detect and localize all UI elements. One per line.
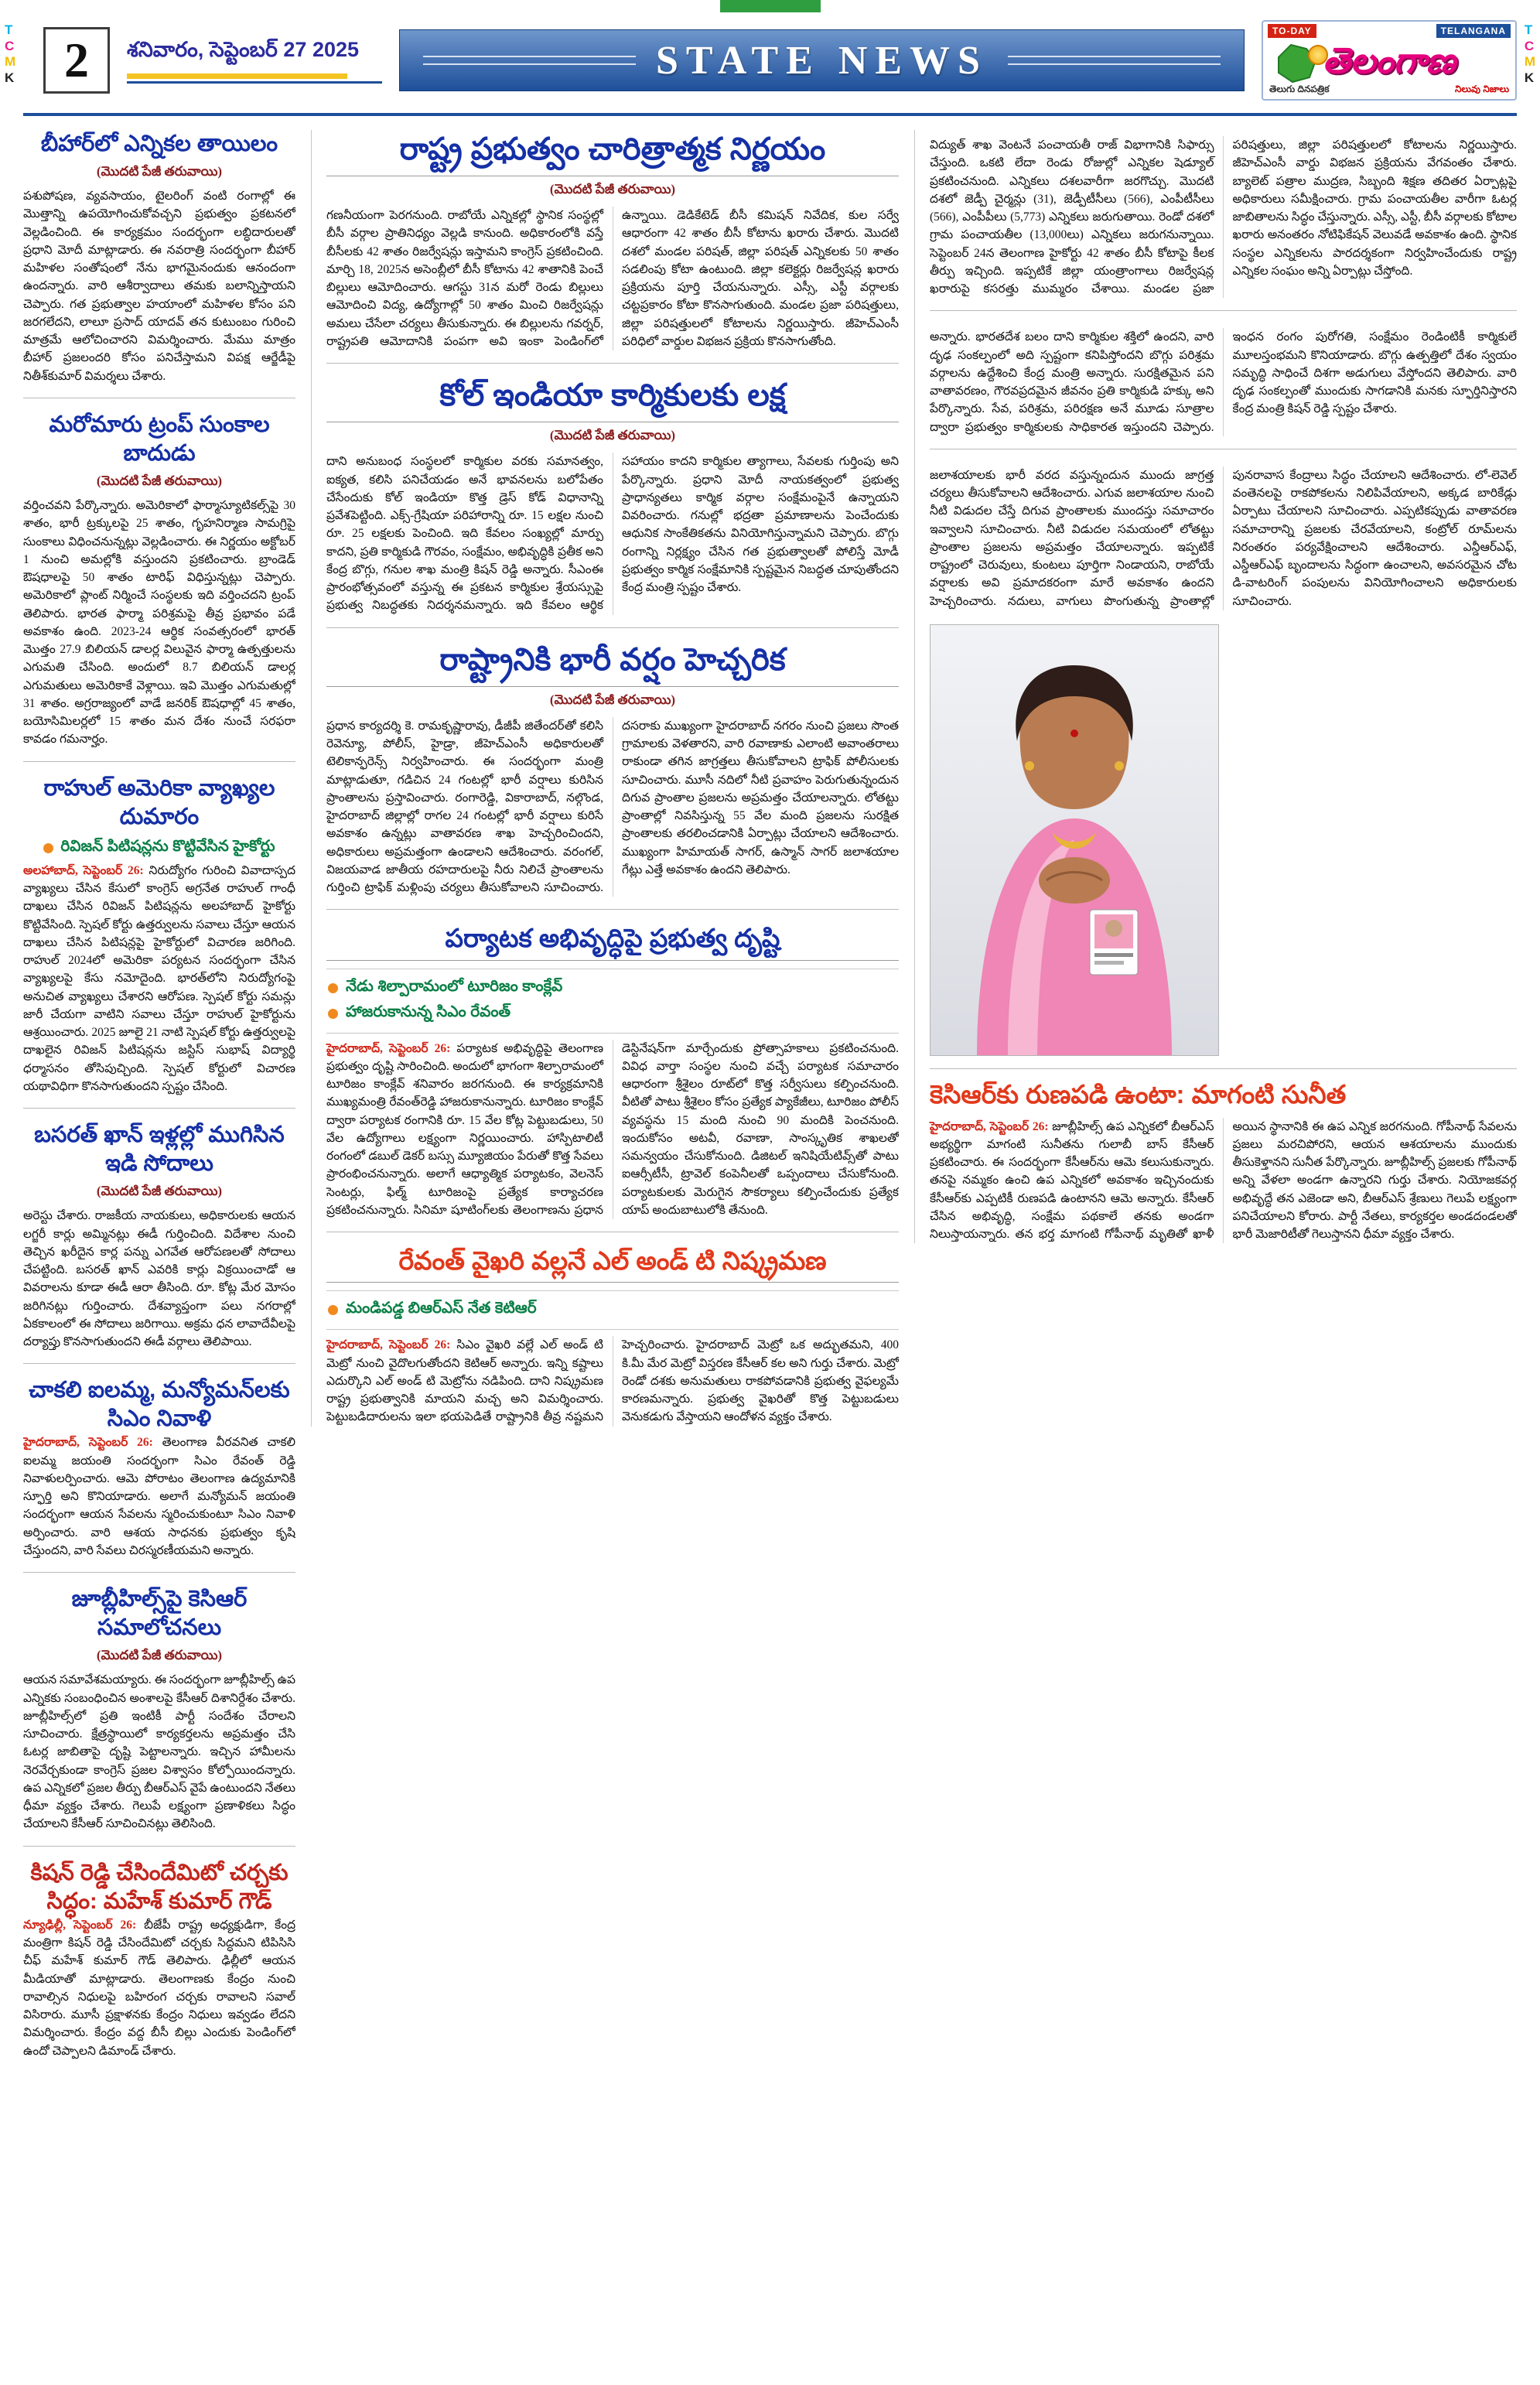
dateline: హైదరాబాద్, సెప్టెంబర్ 26: <box>326 1338 451 1352</box>
article-subhead <box>23 838 295 859</box>
article-headline: బసరత్ ఖాన్ ఇళ్లల్లో ముగిసిన ఇడి సోదాలు <box>34 1122 285 1177</box>
article-kishan-reddy-debate <box>23 1846 295 2060</box>
continuation-body: జలాశయాలకు భారీ వరద వస్తున్నందున ముందు జాగ్రత్త చర్యలు తీసుకోవాలని ఆదేశించారు. ఎగువ జలాశయాల నుంచి నీటి విడుదల చేస్తే దిగువ ప్రాంతాలకు ముందస్తు సమాచారం ఇవ్వాలని సూచించారు. నీటి విడుదల సమయంలో లోతట్టు ప్రాంతాల ప్రజలను అప్రమత్తం చేయాలన్నారు. ఇప్పటికే రాష్ట్రంలో చెరువులు, కుంటలు పూర్తిగా నిండాయని, రాబోయే వర్షాలకు అవి ప్రమాదకరంగా మారే అవకాశం ఉందని హెచ్చరించారు. నదులు, వాగులు పొంగుతున్న ప్రాంతాల్లో పునరావాస కేంద్రాలు సిద్ధం చేయాలని ఆదేశించారు. లో-లెవెల్ వంతెనలపై రాకపోకలను నిలిపివేయాలని, అక్కడ బారికేడ్లు ఏర్పాటు చేయాలని సూచించారు. ఎప్పటికప్పుడు వాతావరణ సమాచారాన్ని ప్రజలకు చేరవేయాలని, కంట్రోల్ రూమ్‌లను నిరంతరం పర్యవేక్షించాలని ఆదేశించారు. ఎన్డీఆర్ఎఫ్, ఎస్డీఆర్ఎఫ్ బృందాలను సిద్ధంగా ఉంచాలని, అవసరమైన చోట డి-వాటరింగ్ పంపులను వినియోగించాలని అధికారులకు సూచించారు. <box>930 468 1517 608</box>
masthead-today-tab: TO-DAY <box>1268 24 1316 38</box>
page-content <box>0 116 1540 2079</box>
article-body <box>930 1118 1517 1244</box>
politician-photo <box>930 624 1219 1056</box>
bullet-icon <box>43 843 53 853</box>
continued-from-label: (మొదటి పేజీ తరువాయి) <box>96 1184 223 1199</box>
middle-columns <box>311 130 899 1427</box>
article-bihar-elections <box>23 130 295 385</box>
continuation-panchayat-elections <box>930 136 1517 298</box>
page-header <box>0 0 1540 110</box>
subhead-text: మండిపడ్డ బిఆర్ఎస్ నేత కెటిఆర్ <box>346 1300 537 1317</box>
photo-block <box>930 624 1517 1056</box>
banner-ornament-line <box>1008 56 1221 65</box>
newspaper-masthead <box>1262 20 1517 101</box>
continuation-body: విద్యుత్ శాఖ వెంటనే పంచాయతీ రాజ్ విభాగానికి సిఫార్సు చేస్తుంది. ఒకటి లేదా రెండు రోజుల్లో ఎన్నికల షెడ్యూల్ ప్రకటించనుంది. ఎన్నికలు దశలవారీగా జరగొచ్చు. మొదటి దశలో జెడ్పీ చైర్మన్లు (31), జెడ్పీటీసీలు (566), ఎంపీటీసీలు (566), ఎంపీపీలు (5,773) ఎన్నికలు జరుగుతాయి. రెండో దశలో గ్రామ పంచాయతీల (13,000లు) ఎన్నికలు జరుగనున్నాయి. సెప్టెంబర్ 24న తెలంగాణ హైకోర్టు 42 శాతం బీసీ కోటాపై కీలక తీర్పు ఇచ్చింది. ఇప్పటికే జిల్లా యంత్రాంగాలు రిజర్వేషన్ల ఖరారుపై కసరత్తు ముమ్మరం చేశాయి. మండల ప్రజా పరిషత్తులు, జిల్లా పరిషత్తులలో కోటాలను నిర్ణయిస్తారు. జీహెచ్ఎంసీ వార్డు విభజన ప్రక్రియను వేగవంతం చేశారు. బ్యాలెట్ పత్రాల ముద్రణ, సిబ్బంది శిక్షణ తదితర ఏర్పాట్లపై అధికారులు సమీక్షించారు. గ్రామ పంచాయతీల వారీగా ఓటర్ల జాబితాలను సిద్ధం చేస్తున్నారు. ఎస్సీ, ఎస్టీ, బీసీ వర్గాలకు కోటాల ఖరారు అనంతరం నోటిఫికేషన్ వెలువడే అవకాశం ఉంది. స్థానిక సంస్థల ఎన్నికలను పారదర్శకంగా నిర్వహించేందుకు రాష్ట్ర ఎన్నికల సంఘం అన్ని ఏర్పాట్లు చేస్తోంది. <box>930 138 1517 296</box>
article-cm-tribute <box>23 1363 295 1560</box>
right-columns <box>914 130 1517 1243</box>
article-subheads <box>326 1290 899 1330</box>
article-body <box>326 1336 899 1426</box>
page-date: శనివారం, సెప్టెంబర్ 27 2025 <box>127 37 360 61</box>
masthead-tagline-left: తెలుగు దినపత్రిక <box>1269 84 1330 94</box>
bullet-icon <box>328 1009 338 1019</box>
article-headline: రాష్ట్రానికి భారీ వర్షం హెచ్చరిక <box>326 641 899 687</box>
body-text: బీజేపీ రాష్ట్ర అధ్యక్షుడిగా, కేంద్ర మంత్రిగా కిషన్ రెడ్డి చేసిందేమిటో చర్చకు సిద్ధమని టిపిసిసి చీఫ్ మహేశ్ కుమార్ గౌడ్ తెలిపారు. ఢిల్లీలో ఆయన మీడియాతో మాట్లాడారు. తెలంగాణకు కేంద్రం నుంచి రావాల్సిన నిధులపై బహిరంగ చర్చకు రావాలని సవాల్ విసిరారు. మూసీ ప్రక్షాళనకు కేంద్రం నిధులు ఇవ్వడం లేదని విమర్శించారు. కేంద్రం వద్ద బీసీ బిల్లు ఎందుకు పెండింగ్‌లో ఉందో చెప్పాలని డిమాండ్ చేశారు. <box>23 1918 295 2058</box>
article-body: గణనీయంగా పెరగనుంది. రాబోయే ఎన్నికల్లో స్థానిక సంస్థల్లో బీసీ వర్గాల ప్రాతినిధ్యం వెల్లడి కానుంది. అధికారంలోకి వస్తే బీసీలకు 42 శాతం రిజర్వేషన్లు ఇస్తామని కాంగ్రెస్ ప్రకటించింది. మార్చి 18, 2025న అసెంబ్లీలో బీసీ కోటాను 42 శాతానికి పెంచే బిల్లులు ఆమోదించారు. ఆగస్టు 31న మరో రెండు బిల్లులు ఆమోదించి విద్య, ఉద్యోగాల్లో 50 శాతం మించి రిజర్వేషన్లు అమలు చేసేలా చర్యలు తీసుకున్నారు. ఈ బిల్లులను గవర్నర్, రాష్ట్రపతి ఆమోదానికి పంపగా అవి ఇంకా పెండింగ్‌లో ఉన్నాయి. డెడికేటెడ్ బీసీ కమిషన్ నివేదిక, కుల సర్వే ఆధారంగా 42 శాతం బీసీ కోటాను ఖరారు చేశారు. మొదటి దశలో మండల పరిషత్, జిల్లా పరిషత్ ఎన్నికలకు 50 శాతం సడలింపు కోటా ఉంటుంది. జిల్లా కలెక్టర్లు రిజర్వేషన్ల ఖరారు ప్రక్రియను పూర్తి చేయనున్నారు. ఎస్సీ, ఎస్టీ వర్గాలకు చట్టప్రకారం కోటా కొనసాగుతుంది. మండల ప్రజా పరిషత్తులు, జిల్లా పరిషత్తులలో కోటాలను నిర్ణయిస్తారు. జీహెచ్ఎంసీ పరిధిలో వార్డుల విభజన ప్రక్రియ కొనసాగుతోంది. <box>326 209 899 348</box>
reg-letter: M <box>5 54 16 70</box>
continued-from-label: (మొదటి పేజీ తరువాయి) <box>549 182 676 197</box>
reg-letter: C <box>5 38 15 53</box>
blue-rule <box>127 81 382 84</box>
masthead-tagline-right: నిలువు నిజాలు <box>1454 84 1509 94</box>
politician-photo-illustration <box>930 625 1218 1055</box>
article-body <box>23 1433 295 1560</box>
article-body <box>23 1916 295 2060</box>
body-text: జూబ్లీహిల్స్ ఉప ఎన్నికలో బీఆర్ఎస్ అభ్యర్థిగా మాగంటి సునీతను గులాబీ బాస్ కేసీఆర్ ప్రకటించారు. ఈ సందర్భంగా కేసీఆర్‌ను ఆమె కలుసుకున్నారు. తనపై నమ్మకం ఉంచి ఉప ఎన్నికలో అవకాశం ఇచ్చినందుకు కేసీఆర్‌కు ఎప్పటికీ రుణపడి ఉంటానని ఆమె అన్నారు. కేసీఆర్ చేసిన అభివృద్ధి, సంక్షేమ పథకాలే తనకు అండగా నిలుస్తాయన్నారు. తన భర్త మాగంటి గోపీనాథ్ మృతితో ఖాళీ అయిన స్థానానికి ఈ ఉప ఎన్నిక జరగనుంది. గోపీనాథ్ సేవలను ప్రజలు మరచిపోరని, ఆయన ఆశయాలను ముందుకు తీసుకెళ్తానని సునీత పేర్కొన్నారు. జూబ్లీహిల్స్ ప్రజలకు గోపీనాథ్ అన్ని వేళలా అండగా ఉన్నారని గుర్తు చేశారు. నియోజకవర్గ అభివృద్ధే తన ఎజెండా అని, బీఆర్ఎస్ శ్రేణులు గెలుపే లక్ష్యంగా పనిచేయాలని కోరారు. పార్టీ నేతలు, కార్యకర్తల అండదండలతో భారీ మెజారిటీతో గెలుస్తానని ధీమా వ్యక్తం చేశారు. <box>930 1119 1517 1242</box>
date-block <box>127 38 382 84</box>
reg-letter: M <box>1524 54 1535 70</box>
article-headline: బీహార్‌లో ఎన్నికల తాయిలం <box>40 132 278 156</box>
body-text: తెలంగాణ వీరవనిత చాకలి ఐలమ్మ జయంతి సందర్భంగా సిఎం రేవంత్ రెడ్డి నివాళులర్పించారు. ఆమె పోరాటం తెలంగాణ ఉద్యమానికి స్ఫూర్తి అని కొనియాడారు. అలాగే మన్యోమన్ జయంతి సందర్భంగా ఆయన సేవలను స్మరించుకుంటూ సిఎం నివాళి అర్పించారు. వారి ఆశయ సాధనకు ప్రభుత్వం కృషి చేస్తుందని, వారి సేవలు చిరస్మరణీయమని అన్నారు. <box>23 1436 295 1557</box>
subhead-line <box>328 1001 897 1027</box>
article-suneetha-brs <box>930 1068 1517 1244</box>
article-rahul-remarks <box>23 761 295 1095</box>
color-registration-bar <box>720 0 821 12</box>
page-number: 2 <box>43 27 110 94</box>
dateline: అలహాబాద్, సెప్టెంబర్ 26: <box>23 863 144 877</box>
reg-letter: C <box>1524 38 1535 53</box>
subhead-line <box>328 1297 897 1323</box>
body-text: పర్యాటక అభివృద్ధిపై తెలంగాణ ప్రభుత్వం దృష్టి సారించింది. అందులో భాగంగా శిల్పారామంలో టూరిజం కాంక్లేవ్ శనివారం జరగనుంది. ఈ కార్యక్రమానికి ముఖ్యమంత్రి రేవంత్‌రెడ్డి హాజరుకానున్నారు. టూరిజం కాంక్లేవ్ ద్వారా పర్యాటక రంగానికి రూ. 15 వేల కోట్ల పెట్టుబడులు, 50 వేల ఉద్యోగాలు లక్ష్యంగా నిర్ణయించారు. హాస్పిటాలిటీ రంగంలో డబుల్ డెకర్ బస్సు మ్యూజియం పేరుతో కొత్త సేవలు ప్రారంభించనున్నారు. అలాగే ఆధ్యాత్మిక పర్యాటకం, వెలనెస్ సెంటర్లు, ఫిల్మ్ టూరిజంపై ప్రత్యేక కార్యాచరణ ప్రకటించనున్నారు. సినిమా షూటింగ్‌లకు తెలంగాణను ప్రధాన డెస్టినేషన్‌గా మార్చేందుకు ప్రోత్సాహకాలు ప్రకటించనుంది. వివిధ వార్తా సంస్థల నుంచి వచ్చే పర్యాటక సమాచారం ఆధారంగా శ్రీశైలం రూట్‌లో కొత్త సర్వీసులు కల్పించనుంది. వీటితో పాటు శ్రీశైలం కోసం ప్రత్యేక ప్యాకేజీలు, టూరిజం పోలీస్ వ్యవస్థను 15 మంది నుంచి 90 మందికి పెంచనుంది. ఇందుకోసం అటవీ, రవాణా, సాంస్కృతిక శాఖలతో సమన్వయం చేసుకోనుంది. డిజిటల్ ఇనిషియేటివ్స్‌తో పాటు ఐఆర్సీటీసీ, ట్రావెల్ కంపెనీలతో ఒప్పందాలు చేసుకోనుంది. పర్యాటకులకు మెరుగైన సౌకర్యాలు కల్పించేందుకు ప్రత్యేక యాప్ అందుబాటులోకి తేనుంది. <box>326 1041 899 1217</box>
continued-from-label: (మొదటి పేజీ తరువాయి) <box>96 473 223 489</box>
continued-from-label: (మొదటి పేజీ తరువాయి) <box>549 428 676 443</box>
article-headline: కోల్ ఇండియా కార్మికులకు లక్ష <box>326 376 899 422</box>
masthead-title: తెలంగాణ <box>1322 41 1456 80</box>
continuation-body: అన్నారు. భారతదేశ బలం దాని కార్మికుల శక్తిలో ఉందని, వారి దృఢ సంకల్పంలో అది స్పష్టంగా కనిపిస్తోందని బొగ్గు పరిశ్రమ వర్గాలను ఉద్దేశించి కేంద్ర మంత్రి అన్నారు. సురక్షితమైన పని వాతావరణం, గౌరవప్రదమైన జీవనం ప్రతి కార్మికుడి హక్కు అని పేర్కొన్నారు. సేవ, పరిశ్రమ, పరిరక్షణ అనే మూడు సూత్రాల ద్వారా ప్రభుత్వం కార్మికులకు సాధికారత ఇస్తుందని చెప్పారు. ఇంధన రంగం పురోగతి, సంక్షేమం రెండింటికీ కార్మికులే మూలస్తంభమని కొనియాడారు. బొగ్గు ఉత్పత్తిలో దేశం స్వయం సమృద్ధి సాధించే దిశగా అడుగులు వేస్తోందని తెలిపారు. వారి దృఢ సంకల్పంతో ముందుకు సాగడానికి మనకు స్ఫూర్తినిస్తారని కేంద్ర మంత్రి కిషన్ రెడ్డి స్పష్టం చేశారు. <box>930 330 1517 434</box>
article-headline: రేవంత్ వైఖరి వల్లనే ఎల్ అండ్ టి నిష్క్రమణ <box>326 1245 899 1283</box>
dateline: హైదరాబాద్, సెప్టెంబర్ 26: <box>930 1119 1049 1133</box>
article-body: ఆయన సమావేశమయ్యారు. ఈ సందర్భంగా జూబ్లీహిల్స్ ఉప ఎన్నికకు సంబంధించిన అంశాలపై కేసీఆర్ దిశానిర్దేశం చేశారు. జూబ్లీహిల్స్‌లో ప్రతి ఇంటికీ పార్టీ సందేశం చేరాలని సూచించారు. క్షేత్రస్థాయిలో కార్యకర్తలను అప్రమత్తం చేసి ఓటర్ల జాబితాపై దృష్టి పెట్టాలన్నారు. ఇచ్చిన హామీలను నెరవేర్చకుండా కాంగ్రెస్ ప్రజల విశ్వాసం కోల్పోయిందన్నారు. ఉప ఎన్నికలో ప్రజల తీర్పు బీఆర్ఎస్ వైపే ఉంటుందని నేతలు ధీమా వ్యక్తం చేశారు. గెలుపే లక్ష్యంగా ప్రణాళికలు సిద్ధం చేయాలని కేసీఆర్ సూచించినట్లు తెలిసింది. <box>23 1673 295 1831</box>
article-body: అరెస్టు చేశారు. రాజకీయ నాయకులు, అధికారులకు ఆయన లగ్జరీ కార్లు అమ్మినట్లు ఈడీ గుర్తించింది. విదేశాల నుంచి తెచ్చిన ఖరీదైన కార్ల పన్ను ఎగవేత ఆరోపణలతో సోదాలు చేపట్టింది. బసరత్ ఖాన్ ఎవరికి కార్లు విక్రయించాడో ఆ వివరాలను కూడా ఈడీ ఆరా తీసింది. రూ. కోట్ల మేర మోసం జరిగినట్లు గుర్తించారు. దేశవ్యాప్తంగా పలు నగరాల్లో ఏకకాలంలో ఈ సోదాలు జరిగాయి. అక్రమ ధన లావాదేవీలపై దర్యాప్తు కొనసాగుతుందని ఈడీ వర్గాలు తెలిపాయి. <box>23 1209 295 1349</box>
article-headline: రాహుల్ అమెరికా వ్యాఖ్యల దుమారం <box>43 775 275 829</box>
article-headline: రాష్ట్ర ప్రభుత్వం చారిత్రాత్మక నిర్ణయం <box>326 130 899 176</box>
article-headline: పర్యాటక అభివృద్ధిపై ప్రభుత్వ దృష్టి <box>326 922 899 960</box>
dateline: హైదరాబాద్, సెప్టెంబర్ 26: <box>23 1436 153 1450</box>
article-coal-india-workers <box>326 363 899 614</box>
reg-letter: K <box>1524 70 1535 86</box>
print-registration-mark-left <box>5 23 15 86</box>
article-ed-raids <box>23 1108 295 1351</box>
continued-from-label: (మొదటి పేజీ తరువాయి) <box>96 1648 223 1663</box>
dateline: హైదరాబాద్, సెప్టెంబర్ 26: <box>326 1041 451 1055</box>
article-body <box>23 862 295 1095</box>
article-heavy-rain-warning <box>326 627 899 897</box>
section-banner <box>399 29 1245 91</box>
continuation-coal-india <box>930 310 1517 436</box>
subhead-line <box>328 976 897 1001</box>
subhead-text: హాజరుకానున్న సిఎం రేవంత్ <box>346 1003 511 1020</box>
masthead-taglines <box>1269 84 1509 97</box>
section-title: STATE NEWS <box>656 38 988 83</box>
continued-from-label: (మొదటి పేజీ తరువాయి) <box>549 692 676 707</box>
subhead-text: నేడు శిల్పారామంలో టూరిజం కాంక్లేవ్ <box>346 977 563 995</box>
article-headline: చాకలి ఐలమ్మ, మన్యోమన్‌లకు సిఎం నివాళి <box>29 1378 290 1432</box>
dateline: న్యూఢిల్లీ, సెప్టెంబర్ 26: <box>23 1918 137 1932</box>
subhead-text: రివిజన్ పిటిషన్లను కొట్టివేసిన హైకోర్టు <box>60 837 275 855</box>
continued-from-label: (మొదటి పేజీ తరువాయి) <box>96 164 223 179</box>
article-state-govt-decision <box>326 130 899 350</box>
left-column <box>23 130 295 2060</box>
article-tourism-focus <box>326 909 899 1219</box>
article-body: పశుపోషణ, వ్యవసాయం, టైలరింగ్ వంటి రంగాల్లో ఈ మొత్తాన్ని ఉపయోగించుకోవచ్చని ప్రభుత్వం ప్రకటనలో వెల్లడించింది. ఈ కార్యక్రమం సందర్భంగా లబ్ధిదారులతో ప్రధాని మోదీ మాట్లాడారు. ఈ నవరాత్రి సందర్భంగా బీహార్ మహిళల సంతోషంలో నేను భాగమైనందుకు ఆనందంగా ఉందన్నారు. వారి ఆశీర్వాదాలు తమకు బలాన్నిస్తాయని చెప్పారు. గత ప్రభుత్వాల హయాంలో మహిళల కోసం పని జరగలేదని, లాలూ ప్రసాద్ యాదవ్ తన కుటుంబం గురించి మాత్రమే ఆలోచించారని విమర్శించారు. మేము మాత్రం బీహార్ ప్రజలందరి కోసం పనిచేస్తామని విపక్ష ఆర్జేడీపై నితీశ్‌కుమార్ విమర్శలు చేశారు. <box>23 190 295 383</box>
article-subheads <box>326 969 899 1034</box>
article-headline: కెసిఆర్‌కు రుణపడి ఉంటా: మాగంటి సునీత <box>930 1079 1347 1109</box>
banner-ornament-line <box>423 56 636 65</box>
article-headline: జూబ్లీహిల్స్‌పై కెసిఆర్ సమాలోచనలు <box>71 1587 248 1641</box>
body-text: సిఎం వైఖరి వల్లే ఎల్ అండ్ టి మెట్రో నుంచి వైదొలగుతోందని కెటిఆర్ అన్నారు. ఇన్ని కష్టాలు ఎదుర్కొని ఎల్ అండ్ టి మెట్రోను నడిపింది. దాని నిష్క్రమణ రాష్ట్ర ప్రభుత్వానికి మాయని మచ్చ అని విమర్శించారు. పెట్టుబడిదారులను ఇలా భయపెడితే రాష్ట్రానికి తీవ్ర నష్టమని హెచ్చరించారు. హైదరాబాద్ మెట్రో ఒక అద్భుతమని, 400 కి.మీ మేర మెట్రో విస్తరణ కేసీఆర్ కల అని గుర్తు చేశారు. మెట్రో రెండో దశకు అనుమతులు రాకపోవడానికి ప్రభుత్వ వైఫల్యమే కారణమన్నారు. ప్రభుత్వ వైఖరితో కొత్త పెట్టుబడులు వెనుకడుగు వేస్తాయని ఆందోళన వ్యక్తం చేశారు. <box>326 1338 899 1424</box>
yellow-rule <box>127 73 347 79</box>
bullet-icon <box>328 1305 338 1315</box>
masthead-state-tab: TELANGANA <box>1436 24 1511 38</box>
article-lt-exit-ktr <box>326 1232 899 1426</box>
print-registration-mark-right <box>1525 23 1535 86</box>
article-headline: మరోమారు ట్రంప్ సుంకాల బాదుడు <box>49 412 270 466</box>
article-kcr-jubileehills <box>23 1572 295 1833</box>
article-trump-tariffs <box>23 398 295 749</box>
reg-letter: K <box>5 70 15 86</box>
article-body: ప్రధాన కార్యదర్శి కె. రామకృష్ణారావు, డీజీపీ జితేందర్‌తో కలిసి రెవెన్యూ, పోలీస్, హైడ్రా, జీహెచ్ఎంసీ అధికారులతో టెలికాన్ఫరెన్స్ నిర్వహించారు. ఈ సందర్భంగా మంత్రి మాట్లాడుతూ, గడిచిన 24 గంటల్లో భారీ వర్షాలు కురిసిన ప్రాంతాలను ప్రస్తావించారు. రంగారెడ్డి, వికారాబాద్, నల్గొండ, హైదరాబాద్ జిల్లాల్లో రాగల 24 గంటల్లో భారీ వర్షాలు కురిసే అవకాశం ఉన్నట్లు వాతావరణ శాఖ హెచ్చరించిందని, అధికారులు అప్రమత్తంగా ఉండాలని ఆదేశించారు. వరంగల్, విజయవాడ జాతీయ రహదారులపై నీరు నిలిచే ప్రాంతాలను గుర్తించి ట్రాఫిక్ మళ్లింపు చర్యలు తీసుకోవాలని సూచించారు. దసరాకు ముఖ్యంగా హైదరాబాద్ నగరం నుంచి ప్రజలు సొంత గ్రామాలకు వెళతారని, వారి రవాణాకు ఎలాంటి అవాంతరాలు రాకుండా తగిన జాగ్రత్తలు తీసుకోవాలని ట్రాఫిక్ పోలీసులకు సూచించారు. మూసీ నదిలో నీటి ప్రవాహం పెరుగుతున్నందున దిగువ ప్రాంతాల ప్రజలను అప్రమత్తం చేయాలన్నారు. లోతట్టు ప్రాంతాల్లో నివసిస్తున్న 55 వేల మంది ప్రజలను సురక్షిత ప్రాంతాలకు తరలించడానికి ఏర్పాట్లు చేయాలని ఆదేశించారు. ముఖ్యంగా హిమాయత్ సాగర్, ఉస్మాన్ సాగర్ జలాశయాల గేట్లు ఎత్తే అవకాశం ఉందని తెలిపారు. <box>326 719 899 895</box>
article-headline: కిషన్ రెడ్డి చేసిందేమిటో చర్చకు సిద్ధం: మహేశ్ కుమార్ గౌడ్ <box>30 1860 289 1914</box>
continuation-rain-warning <box>930 449 1517 610</box>
article-body: దాని అనుబంధ సంస్థలలో కార్మికుల వరకు సమానత్వం, ఐక్యత, కలిసి పనిచేయడం అనే భావనలను బలోపేతం చేసేందుకు కోల్ ఇండియా కొత్త డ్రెస్ కోడ్ విధానాన్ని ప్రవేశపెట్టింది. ఎక్స్-గ్రేషియా పరిహారాన్ని రూ. 15 లక్షల నుంచి రూ. 25 లక్షలకు పెంచింది. ఇది కేవలం సంఖ్యల్లో మార్పు కాదని, ప్రతి కార్మికుడి గౌరవం, సంక్షేమం, అభివృద్ధికి ప్రతీక అని కేంద్ర బొగ్గు, గనుల శాఖ మంత్రి కిషన్ రెడ్డి అన్నారు. సీఎంఈ ప్రారంభోత్సవంలో వస్తున్న ఈ ప్రకటన కార్మికుల శ్రేయస్సుపై ప్రభుత్వ నిబద్ధతకు నిదర్శనమన్నారు. ఇది కేవలం ఆర్థిక సహాయం కాదని కార్మికుల త్యాగాలు, సేవలకు గుర్తింపు అని పేర్కొన్నారు. ప్రధాని మోదీ నాయకత్వంలో ప్రభుత్వ ప్రాధాన్యతలు కార్మిక వర్గాల సంక్షేమంపైనే ఉన్నాయని వివరించారు. గనుల్లో భద్రతా ప్రమాణాలను పెంచేందుకు ఆధునిక సాంకేతికతను వినియోగిస్తున్నామని చెప్పారు. బొగ్గు రంగాన్ని నిర్లక్ష్యం చేసిన గత ప్రభుత్వాలతో పోలిస్తే మోడీ ప్రభుత్వం కార్మిక సంక్షేమానికి స్పష్టమైన నిబద్ధత చూపుతోందని కేంద్ర మంత్రి స్పష్టం చేశారు. <box>326 455 899 613</box>
reg-letter: T <box>1524 22 1533 37</box>
article-body: వర్తించవని పేర్కొన్నారు. అమెరికాలో ఫార్మాస్యూటికల్స్‌పై 30 శాతం, భారీ ట్రక్కులపై 25 శాతం, గృహనిర్మాణ సామగ్రిపై సుంకాలు విధించనున్నట్లు వెల్లడించారు. ఈ నిర్ణయం అక్టోబర్ 1 నుంచి అమల్లోకి వస్తుందని ప్రకటించారు. బ్రాండెడ్ ఔషధాలపై 50 శాతం టారిఫ్ విధిస్తున్నట్లు చెప్పారు. అమెరికాలో ప్లాంట్ నిర్మించే సంస్థలకు ఇది వర్తించదని ట్రంప్ తెలిపారు. భారత ఫార్మా పరిశ్రమపై తీవ్ర ప్రభావం పడే అవకాశం ఉంది. 2023-24 ఆర్థిక సంవత్సరంలో భారత్ మొత్తం 27.9 బిలియన్ డాలర్ల విలువైన ఫార్మా ఉత్పత్తులను ఎగుమతి చేసింది. అందులో 8.7 బిలియన్ డాలర్ల ఎగుమతులు అమెరికాకే వెళ్లాయి. ఇవి మొత్తం ఎగుమతుల్లో 31 శాతం. అగ్రరాజ్యంలో వాడే జనరిక్ ఔషధాల్లో 45 శాతం, బయోసిమిలర్లలో 15 శాతం మన దేశం నుంచే సరఫరా కావడం గమనార్హం. <box>23 499 295 747</box>
article-body <box>326 1040 899 1220</box>
bullet-icon <box>328 983 338 993</box>
reg-letter: T <box>5 22 13 37</box>
body-text: నిరుద్యోగం గురించి వివాదాస్పద వ్యాఖ్యలు చేసిన కేసులో కాంగ్రెస్ అగ్రనేత రాహుల్ గాంధీ దాఖలు చేసిన రివిజన్ పిటిషన్లను అలహాబాద్ హైకోర్టు కొట్టివేసింది. స్పెషల్ కోర్టు ఉత్తర్వులను సవాలు చేస్తూ ఆయన దాఖలు చేసిన పిటిషన్లపై హైకోర్టులో విచారణ జరిగింది. రాహుల్ 2024లో అమెరికా పర్యటన సందర్భంగా చేసిన వ్యాఖ్యలపై కేసు నమోదైంది. భారత్‌లోని నిరుద్యోగంపై అనుచిత వ్యాఖ్యలు చేశారని ఆరోపణ. స్పెషల్ కోర్టు సమన్లు జారీ చేయగా వాటిని సవాలు చేస్తూ రాహుల్ హైకోర్టును ఆశ్రయించారు. 2025 జూలై 21 నాటి స్పెషల్ కోర్టు ఉత్తర్వులపై దాఖలైన రివిజన్ పిటిషన్లను జస్టిస్ సుభాష్ విద్యార్థి ధర్మాసనం తోసిపుచ్చింది. స్పెషల్ కోర్టులో విచారణ యథావిధిగా కొనసాగుతుందని స్పష్టం చేసింది. <box>23 863 295 1093</box>
